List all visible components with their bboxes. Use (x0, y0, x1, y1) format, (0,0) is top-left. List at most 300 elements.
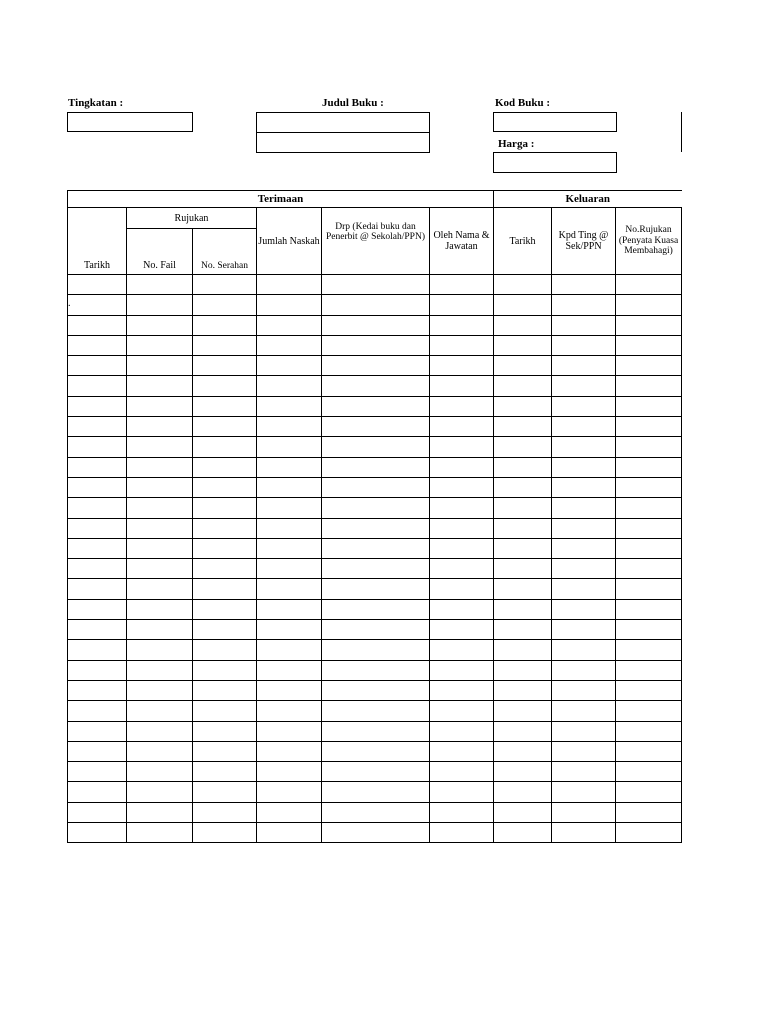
table-cell[interactable] (552, 518, 616, 538)
table-cell[interactable] (193, 437, 257, 457)
kod-buku-field[interactable] (493, 112, 617, 132)
kod-buku-label: Kod Buku : (495, 97, 551, 109)
table-cell[interactable] (68, 417, 127, 437)
col-tarikh: Tarikh (68, 208, 127, 275)
table-cell[interactable] (322, 457, 430, 477)
table-cell[interactable] (127, 538, 193, 558)
table-cell[interactable] (257, 457, 322, 477)
table-cell[interactable] (257, 599, 322, 619)
table-cell[interactable] (257, 538, 322, 558)
table-cell[interactable] (494, 295, 552, 315)
table-cell[interactable] (193, 498, 257, 518)
table-cell[interactable] (322, 498, 430, 518)
table-row (68, 335, 682, 355)
register-table (67, 190, 682, 843)
table-cell[interactable] (616, 396, 682, 416)
table-cell[interactable] (322, 762, 430, 782)
table-cell[interactable] (430, 396, 494, 416)
group-terimaan: Terimaan (68, 191, 494, 208)
table-cell[interactable] (616, 802, 682, 822)
table-cell[interactable] (494, 477, 552, 497)
table-cell[interactable] (68, 559, 127, 579)
table-cell[interactable] (257, 559, 322, 579)
table-cell[interactable] (257, 782, 322, 802)
group-keluaran: Keluaran (494, 191, 682, 208)
table-cell[interactable] (257, 315, 322, 335)
table-cell[interactable] (430, 477, 494, 497)
table-row (68, 660, 682, 680)
table-cell[interactable] (430, 518, 494, 538)
table-cell[interactable] (193, 335, 257, 355)
table-cell[interactable] (257, 741, 322, 761)
table-cell[interactable] (430, 762, 494, 782)
table-row (68, 437, 682, 457)
table-cell[interactable] (68, 660, 127, 680)
table-cell[interactable] (193, 477, 257, 497)
table-cell[interactable] (68, 762, 127, 782)
table-cell[interactable] (430, 335, 494, 355)
table-row (68, 599, 682, 619)
table-cell[interactable] (68, 275, 127, 295)
table-cell[interactable] (322, 823, 430, 843)
table-cell[interactable] (322, 356, 430, 376)
table-cell[interactable] (193, 559, 257, 579)
table-cell[interactable] (68, 721, 127, 741)
table-cell[interactable] (322, 295, 430, 315)
table-cell[interactable] (127, 518, 193, 538)
table-cell[interactable] (68, 437, 127, 457)
table-cell[interactable] (127, 396, 193, 416)
table-cell[interactable] (494, 640, 552, 660)
table-cell[interactable] (616, 437, 682, 457)
table-cell[interactable] (430, 701, 494, 721)
table-cell[interactable] (127, 457, 193, 477)
table-cell[interactable] (552, 275, 616, 295)
table-cell[interactable] (430, 498, 494, 518)
table-cell[interactable] (127, 701, 193, 721)
table-cell[interactable] (616, 518, 682, 538)
col-no-rujukan: No.Rujukan (Penyata Kuasa Membahagi) (616, 208, 682, 275)
table-cell[interactable] (494, 417, 552, 437)
table-cell[interactable] (257, 335, 322, 355)
table-cell[interactable] (127, 437, 193, 457)
table-cell[interactable] (193, 721, 257, 741)
table-cell[interactable] (322, 782, 430, 802)
table-row (68, 315, 682, 335)
table-cell[interactable] (430, 620, 494, 640)
table-cell[interactable] (552, 782, 616, 802)
table-row (68, 396, 682, 416)
table-cell[interactable] (430, 680, 494, 700)
table-cell[interactable] (552, 823, 616, 843)
table-cell[interactable] (552, 721, 616, 741)
table-cell[interactable] (322, 701, 430, 721)
table-cell[interactable] (322, 640, 430, 660)
table-row (68, 762, 682, 782)
table-cell[interactable] (322, 802, 430, 822)
table-row (68, 680, 682, 700)
table-row (68, 823, 682, 843)
table-cell[interactable] (193, 315, 257, 335)
table-cell[interactable] (193, 701, 257, 721)
table-cell[interactable] (257, 579, 322, 599)
col-tarikh-keluar: Tarikh (494, 208, 552, 275)
table-cell[interactable] (616, 782, 682, 802)
table-cell[interactable] (616, 680, 682, 700)
table-row (68, 782, 682, 802)
table-cell[interactable] (127, 356, 193, 376)
table-cell[interactable] (127, 620, 193, 640)
table-cell[interactable] (257, 721, 322, 741)
table-cell[interactable] (257, 518, 322, 538)
stray-mark: . (68, 298, 71, 309)
table-row (68, 275, 682, 295)
table-cell[interactable] (257, 477, 322, 497)
table-cell[interactable] (193, 396, 257, 416)
table-cell[interactable] (68, 335, 127, 355)
harga-field[interactable] (493, 152, 617, 173)
table-cell[interactable] (494, 498, 552, 518)
table-cell[interactable] (430, 782, 494, 802)
harga-label: Harga : (498, 138, 535, 150)
table-cell[interactable] (322, 680, 430, 700)
table-cell[interactable] (68, 599, 127, 619)
table-cell[interactable] (616, 498, 682, 518)
judul-buku-field-2[interactable] (256, 132, 430, 153)
table-cell[interactable] (430, 275, 494, 295)
table-cell[interactable] (257, 620, 322, 640)
table-cell[interactable] (552, 477, 616, 497)
table-cell[interactable] (68, 782, 127, 802)
table-cell[interactable] (322, 315, 430, 335)
table-cell[interactable] (616, 457, 682, 477)
table-cell[interactable] (322, 559, 430, 579)
table-cell[interactable] (322, 518, 430, 538)
table-cell[interactable] (616, 823, 682, 843)
judul-buku-label: Judul Buku : (322, 97, 384, 109)
table-cell[interactable] (127, 660, 193, 680)
table-cell[interactable] (494, 802, 552, 822)
table-cell[interactable] (552, 376, 616, 396)
table-cell[interactable] (616, 538, 682, 558)
table-cell[interactable] (616, 356, 682, 376)
table-cell[interactable] (430, 315, 494, 335)
table-cell[interactable] (494, 437, 552, 457)
table-cell[interactable] (322, 396, 430, 416)
table-cell[interactable] (322, 437, 430, 457)
table-cell[interactable] (552, 498, 616, 518)
table-cell[interactable] (193, 802, 257, 822)
table-cell[interactable] (552, 620, 616, 640)
table-cell[interactable] (430, 376, 494, 396)
table-cell[interactable] (193, 620, 257, 640)
table-cell[interactable] (616, 701, 682, 721)
table-cell[interactable] (430, 599, 494, 619)
table-cell[interactable] (430, 437, 494, 457)
table-cell[interactable] (552, 457, 616, 477)
table-cell[interactable] (494, 721, 552, 741)
table-cell[interactable] (257, 275, 322, 295)
table-cell[interactable] (193, 579, 257, 599)
table-cell[interactable] (430, 802, 494, 822)
table-cell[interactable] (494, 457, 552, 477)
table-cell[interactable] (193, 295, 257, 315)
table-cell[interactable] (552, 701, 616, 721)
table-cell[interactable] (257, 417, 322, 437)
table-cell[interactable] (616, 559, 682, 579)
table-cell[interactable] (494, 599, 552, 619)
table-cell[interactable] (616, 275, 682, 295)
table-row (68, 559, 682, 579)
table-cell[interactable] (257, 762, 322, 782)
rujukan-header: Rujukan (127, 208, 257, 229)
table-cell[interactable] (193, 680, 257, 700)
table-cell[interactable] (68, 498, 127, 518)
table-row (68, 457, 682, 477)
table-cell[interactable] (68, 538, 127, 558)
table-cell[interactable] (68, 640, 127, 660)
table-cell[interactable] (552, 538, 616, 558)
table-cell[interactable] (193, 275, 257, 295)
table-cell[interactable] (68, 477, 127, 497)
table-cell[interactable] (68, 802, 127, 822)
table-cell[interactable] (193, 741, 257, 761)
table-row (68, 620, 682, 640)
table-cell[interactable] (127, 741, 193, 761)
table-cell[interactable] (494, 701, 552, 721)
table-cell[interactable] (494, 396, 552, 416)
table-cell[interactable] (616, 620, 682, 640)
table-cell[interactable] (257, 823, 322, 843)
table-row (68, 579, 682, 599)
tingkatan-field[interactable] (67, 112, 193, 132)
table-cell[interactable] (430, 721, 494, 741)
table-row (68, 518, 682, 538)
table-cell[interactable] (68, 518, 127, 538)
table-cell[interactable] (257, 376, 322, 396)
table-cell[interactable] (494, 741, 552, 761)
table-cell[interactable] (494, 762, 552, 782)
table-cell[interactable] (616, 579, 682, 599)
table-cell[interactable] (127, 762, 193, 782)
table-cell[interactable] (193, 823, 257, 843)
table-cell[interactable] (494, 782, 552, 802)
table-cell[interactable] (552, 335, 616, 355)
table-cell[interactable] (430, 538, 494, 558)
table-cell[interactable] (616, 599, 682, 619)
table-cell[interactable] (193, 660, 257, 680)
table-cell[interactable] (552, 802, 616, 822)
table-cell[interactable] (193, 518, 257, 538)
table-cell[interactable] (322, 579, 430, 599)
table-cell[interactable] (257, 356, 322, 376)
table-cell[interactable] (193, 376, 257, 396)
table-cell[interactable] (68, 396, 127, 416)
table-cell[interactable] (68, 741, 127, 761)
table-cell[interactable] (322, 477, 430, 497)
table-cell[interactable] (127, 477, 193, 497)
table-cell[interactable] (127, 295, 193, 315)
table-row (68, 376, 682, 396)
table-cell[interactable] (68, 823, 127, 843)
table-cell[interactable] (322, 721, 430, 741)
table-cell[interactable] (127, 721, 193, 741)
table-cell[interactable] (494, 660, 552, 680)
table-row (68, 498, 682, 518)
page-edge-line (681, 112, 682, 152)
table-cell[interactable] (127, 782, 193, 802)
table-cell[interactable] (322, 599, 430, 619)
table-cell[interactable] (322, 741, 430, 761)
table-cell[interactable] (494, 559, 552, 579)
table-cell[interactable] (494, 315, 552, 335)
table-cell[interactable] (430, 417, 494, 437)
table-cell[interactable] (322, 275, 430, 295)
table-cell[interactable] (193, 538, 257, 558)
table-cell[interactable] (257, 498, 322, 518)
table-cell[interactable] (322, 538, 430, 558)
table-cell[interactable] (193, 417, 257, 437)
table-cell[interactable] (257, 701, 322, 721)
table-cell[interactable] (127, 498, 193, 518)
table-cell[interactable] (322, 376, 430, 396)
table-row (68, 721, 682, 741)
table-cell[interactable] (257, 660, 322, 680)
table-cell[interactable] (430, 559, 494, 579)
table-cell[interactable] (430, 579, 494, 599)
table-cell[interactable] (552, 741, 616, 761)
table-cell[interactable] (430, 823, 494, 843)
table-cell[interactable] (127, 802, 193, 822)
table-row (68, 477, 682, 497)
table-cell[interactable] (552, 640, 616, 660)
table-cell[interactable] (127, 680, 193, 700)
table-cell[interactable] (68, 680, 127, 700)
table-cell[interactable] (552, 660, 616, 680)
table-cell[interactable] (257, 295, 322, 315)
table-cell[interactable] (257, 437, 322, 457)
table-cell[interactable] (430, 457, 494, 477)
table-cell[interactable] (257, 396, 322, 416)
col-no-serahan: No. Serahan (193, 229, 257, 275)
table-cell[interactable] (552, 417, 616, 437)
table-cell[interactable] (552, 315, 616, 335)
table-row (68, 802, 682, 822)
table-cell[interactable] (494, 823, 552, 843)
table-cell[interactable] (616, 295, 682, 315)
table-cell[interactable] (127, 315, 193, 335)
table-cell[interactable] (193, 356, 257, 376)
table-cell[interactable] (494, 335, 552, 355)
table-cell[interactable] (127, 599, 193, 619)
table-cell[interactable] (552, 579, 616, 599)
table-cell[interactable] (322, 417, 430, 437)
table-cell[interactable] (322, 620, 430, 640)
table-cell[interactable] (257, 640, 322, 660)
table-cell[interactable] (68, 620, 127, 640)
table-cell[interactable] (430, 741, 494, 761)
table-cell[interactable] (494, 579, 552, 599)
table-cell[interactable] (430, 356, 494, 376)
table-cell[interactable] (127, 579, 193, 599)
table-cell[interactable] (494, 376, 552, 396)
table-cell[interactable] (193, 762, 257, 782)
table-cell[interactable] (552, 396, 616, 416)
table-cell[interactable] (193, 782, 257, 802)
table-cell[interactable] (616, 640, 682, 660)
table-cell[interactable] (68, 701, 127, 721)
table-cell[interactable] (127, 417, 193, 437)
table-cell[interactable] (494, 356, 552, 376)
table-cell[interactable] (127, 640, 193, 660)
table-cell[interactable] (68, 295, 127, 315)
table-cell[interactable] (616, 376, 682, 396)
table-cell[interactable] (430, 640, 494, 660)
col-drp: Drp (Kedai buku dan Penerbit @ Sekolah/PPN) (322, 208, 430, 275)
table-cell[interactable] (430, 295, 494, 315)
table-cell[interactable] (127, 376, 193, 396)
table-cell[interactable] (494, 275, 552, 295)
table-cell[interactable] (552, 437, 616, 457)
table-cell[interactable] (552, 599, 616, 619)
table-cell[interactable] (494, 680, 552, 700)
table-cell[interactable] (430, 660, 494, 680)
table-cell[interactable] (494, 620, 552, 640)
tingkatan-label: Tingkatan : (68, 97, 124, 109)
table-cell[interactable] (193, 457, 257, 477)
table-cell[interactable] (127, 335, 193, 355)
table-cell[interactable] (257, 802, 322, 822)
table-cell[interactable] (616, 762, 682, 782)
table-cell[interactable] (322, 335, 430, 355)
table-cell[interactable] (68, 376, 127, 396)
table-row (68, 741, 682, 761)
table-cell[interactable] (127, 275, 193, 295)
table-row (68, 417, 682, 437)
table-cell[interactable] (616, 660, 682, 680)
table-cell[interactable] (616, 721, 682, 741)
table-cell[interactable] (616, 741, 682, 761)
table-cell[interactable] (68, 356, 127, 376)
table-cell[interactable] (616, 477, 682, 497)
table-cell[interactable] (552, 295, 616, 315)
table-cell[interactable] (616, 335, 682, 355)
table-cell[interactable] (616, 315, 682, 335)
table-cell[interactable] (552, 680, 616, 700)
table-cell[interactable] (127, 823, 193, 843)
table-cell[interactable] (68, 457, 127, 477)
table-cell[interactable] (552, 356, 616, 376)
table-cell[interactable] (552, 762, 616, 782)
table-cell[interactable] (616, 417, 682, 437)
table-cell[interactable] (322, 660, 430, 680)
table-cell[interactable] (68, 315, 127, 335)
table-cell[interactable] (257, 680, 322, 700)
table-cell[interactable] (494, 538, 552, 558)
judul-buku-field-1[interactable] (256, 112, 430, 133)
table-cell[interactable] (494, 518, 552, 538)
table-cell[interactable] (68, 579, 127, 599)
table-cell[interactable] (127, 559, 193, 579)
col-jumlah-naskah: Jumlah Naskah (257, 208, 322, 275)
table-row (68, 640, 682, 660)
table-row (68, 701, 682, 721)
table-row (68, 538, 682, 558)
table-cell[interactable] (552, 559, 616, 579)
table-cell[interactable] (193, 599, 257, 619)
col-no-fail: No. Fail (127, 229, 193, 275)
table-cell[interactable] (193, 640, 257, 660)
